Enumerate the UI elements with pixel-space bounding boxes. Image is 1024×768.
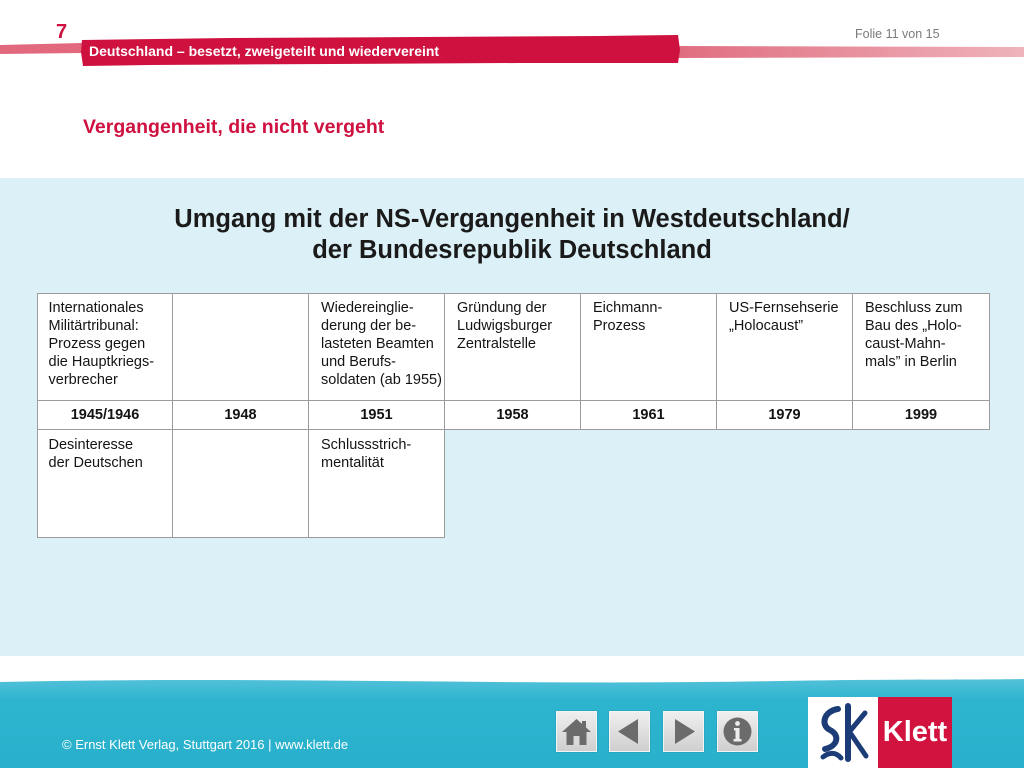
event-cell-1951 — [309, 293, 445, 401]
event-text-line: „Holocaust” — [729, 318, 804, 334]
reaction-text-line: der Deutschen — [48, 455, 143, 471]
info-button[interactable] — [717, 711, 758, 752]
logo-text: Klett — [882, 716, 948, 748]
event-text-line: Zentralstelle — [457, 336, 536, 352]
year-cell-1948: 1948 — [173, 401, 309, 430]
header-left-stroke — [0, 43, 82, 54]
event-text-line: US-Fernsehserie — [729, 300, 839, 316]
klett-logo — [808, 697, 952, 768]
event-text-line: Eichmann- — [593, 300, 663, 316]
event-text-line: Wiedereinglie- — [321, 300, 414, 316]
previous-slide-button[interactable] — [609, 711, 650, 752]
event-text-line: Prozess — [593, 318, 646, 334]
event-cell-1961 — [581, 293, 717, 401]
chapter-title: Deutschland – besetzt, zweigeteilt und wiedervereint — [89, 43, 440, 59]
year-cell-1999: 1999 — [853, 401, 990, 430]
logo-red-field — [878, 697, 952, 768]
slide-title-line: der Bundesrepublik Deutschland — [312, 236, 712, 264]
event-text-line: und Berufs- — [321, 354, 396, 370]
event-text-line: die Hauptkriegs- — [48, 354, 155, 370]
event-text-line: verbrecher — [48, 372, 118, 388]
event-cell-1979 — [717, 293, 853, 401]
previous-icon — [610, 712, 649, 751]
event-text-line: Gründung der — [457, 300, 547, 316]
timeline-table — [37, 293, 990, 538]
slide-title — [0, 204, 1024, 266]
event-text-line: Ludwigsburger — [457, 318, 553, 334]
klett-emblem-icon — [814, 701, 874, 764]
event-cell-1958 — [445, 293, 581, 401]
copyright-text: © Ernst Klett Verlag, Stuttgart 2016 | www.klett.de — [62, 737, 349, 752]
event-text-line: derung der be- — [321, 318, 417, 334]
reaction-cell-1945 — [37, 430, 173, 538]
section-title: Vergangenheit, die nicht vergeht — [83, 116, 385, 138]
event-text-line: Bau des „Holo- — [865, 318, 962, 334]
next-slide-button[interactable] — [663, 711, 704, 752]
info-icon — [718, 712, 757, 751]
header-right-stroke — [676, 46, 1024, 58]
year-cell-1951: 1951 — [309, 401, 445, 430]
home-icon — [557, 712, 596, 751]
year-cell-1979: 1979 — [717, 401, 853, 430]
year-cell-1961: 1961 — [581, 401, 717, 430]
event-text-line: caust-Mahn- — [865, 336, 946, 352]
chapter-number: 7 — [56, 21, 68, 43]
event-text-line: Internationales — [48, 300, 144, 316]
slide-title-line: Umgang mit der NS-Vergangenheit in Westdeutschland/ — [174, 205, 850, 233]
slide-counter: Folie 11 von 15 — [855, 27, 940, 41]
event-text-line: lasteten Beamten — [321, 336, 434, 352]
event-text-line: soldaten (ab 1955) — [321, 372, 442, 388]
home-button[interactable] — [556, 711, 597, 752]
reaction-text-line: Desinteresse — [48, 437, 134, 453]
event-text-line: Beschluss zum — [865, 300, 963, 316]
event-text-line: Militärtribunal: — [48, 318, 139, 334]
reaction-cell-1951 — [309, 430, 445, 538]
event-text-line: Prozess gegen — [48, 336, 146, 352]
event-cell-1948 — [173, 293, 309, 401]
event-cell-1945 — [37, 293, 173, 401]
event-text-line: mals” in Berlin — [865, 354, 957, 370]
reaction-text-line: mentalität — [321, 455, 384, 471]
event-cell-1999 — [853, 293, 990, 401]
reaction-cell-1948 — [173, 430, 309, 538]
year-cell-1958: 1958 — [445, 401, 581, 430]
reaction-text-line: Schlussstrich- — [321, 437, 412, 453]
next-icon — [664, 712, 703, 751]
year-cell-1945: 1945/1946 — [37, 401, 173, 430]
